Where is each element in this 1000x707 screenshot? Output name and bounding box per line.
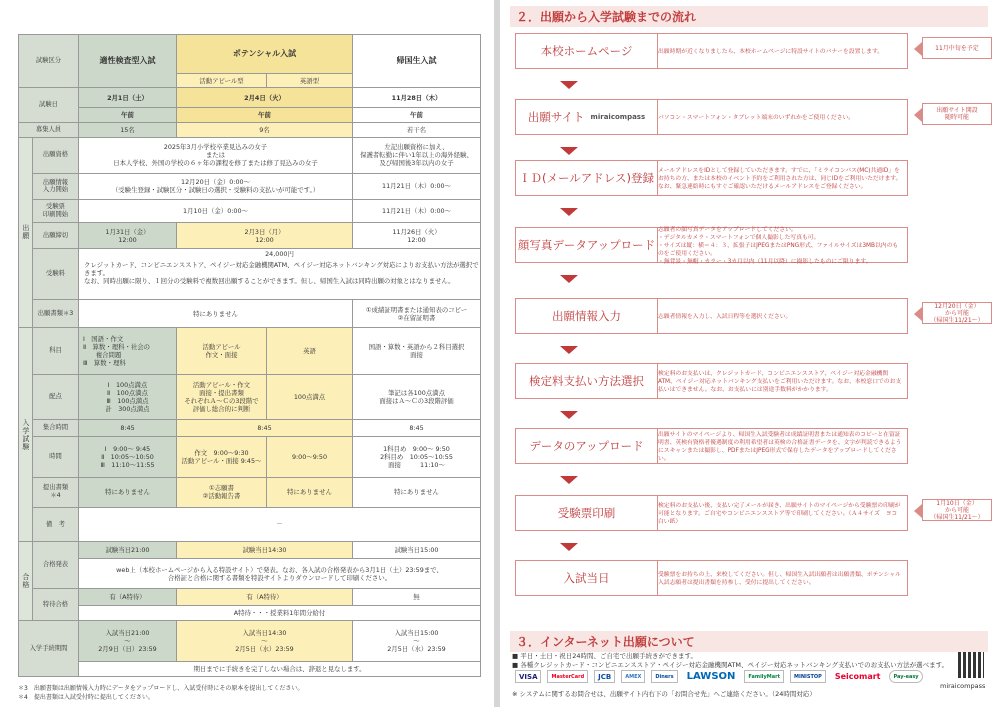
gather3: 8:45 [353, 420, 481, 437]
flow-step [510, 33, 988, 69]
subj1: Ⅰ 国語・作文 Ⅱ 算数・理科・社会の 複合問題 Ⅲ 算数・理科 [79, 328, 177, 375]
fee-cell [79, 248, 481, 299]
h-print: 受験票 印刷開始 [33, 199, 79, 223]
close1: 1月31日（金） 12:00 [79, 223, 177, 249]
flow-step-desc [652, 363, 908, 399]
time2a: 作文 9:00～9:30 活動アピール・面接 9:45～ [177, 437, 267, 478]
flow-arrow-icon [560, 81, 578, 89]
h-fee [33, 248, 79, 299]
footnotes [18, 684, 303, 702]
flow-step-label: 検定料支払い方法選択 [515, 363, 658, 399]
h-cap: 募集人員 [19, 122, 79, 137]
cap1: 15名 [79, 122, 177, 137]
h-submit: 提出書類 ＊4 [33, 477, 79, 507]
ann-note: web上（本校ホームページから入る特設サイト）で発表。なお、各入試の合格発表から3月1日（土）23:59まで、 合格証と合格に関する書類を特設サイトよりダウンロードして印刷ください。 [79, 559, 481, 589]
flow-step-label: 出願サイト [527, 110, 585, 124]
flow-arrow-icon [560, 346, 578, 354]
flow-step [510, 160, 988, 196]
print3: 11月21日（木）0:00～ [353, 199, 481, 223]
flow-arrow-icon [560, 147, 578, 155]
pts2a: 活動アピール・作文 面接・提出書類 それぞれＡ～Ｃの3段階で 評価し総合的に判断 [177, 375, 267, 420]
visa-logo: VISA [515, 670, 541, 683]
flow-step-desc [652, 560, 908, 596]
qr-code[interactable] [958, 652, 984, 678]
submit3: 特にありません [353, 477, 481, 507]
section2-title: ２．出願から入学試験までの流れ [510, 6, 988, 27]
flow-step [510, 363, 988, 399]
date2: 2月4日（火） [177, 88, 353, 107]
col-kikoku: 帰国生入試 [353, 35, 481, 88]
flow-step-date: 1月10日（金） から可能 （帰国生11/21～） [922, 499, 992, 521]
inet-line-2: ■ 各種クレジットカード・コンビニエンスストア・ペイジー対応金融機関ATM、ペイジー対応ネットバンキング支払いでのお支払い方法が選べます。 [512, 661, 949, 669]
miraicompass-logo: miraicompass [590, 113, 646, 121]
submit1: 特にありません [79, 477, 177, 507]
proc-note: 期日までに手続きを完了しない場合は、辞退と見なします。 [79, 661, 481, 676]
docs12: 特にありません [79, 300, 353, 328]
docs3: ①成績証明書または通知表のコピー ②在留証明書 [353, 300, 481, 328]
flow-step-date: 12月20日（金） から可能 （帰国生11/21～） [922, 302, 992, 324]
jcb-logo: JCB [594, 670, 615, 683]
date1: 2月1日（土） [79, 88, 177, 107]
flow-step-desc-text: 出願時期が近くなりましたら、本校ホームページに特設サイトのバナーを設置します。 [658, 49, 884, 55]
pts1: Ⅰ 100点満点 Ⅱ 100点満点 Ⅲ 100点満点 計 300点満点 [79, 375, 177, 420]
sec-apply: 出願 [19, 137, 33, 327]
fee-note: クレジットカード、コンビニエンスストア、ペイジー対応金融機関ATM、ペイジー対応ネットバンキング対応によりお支払い方法が選択できます。 なお、同時出願に限り、１回分の受験料で複数回出願することができます。但し、帰国生入試は同時出願の対象とはなりません。 [84, 260, 479, 285]
flow-step [510, 560, 988, 596]
sec-pass: 合格 [19, 542, 33, 621]
h-input: 出願情報 入力開始 [33, 174, 79, 200]
page-divider [494, 0, 500, 707]
col-potential-a: 活動アピール型 [177, 73, 267, 88]
payeasy-logo: Pay-easy [889, 670, 922, 683]
pts3: 筆記は各100点満点 面接はＡ～Ｃの3段階評価 [353, 375, 481, 420]
cap2: 9名 [177, 122, 353, 137]
flow-step [510, 99, 988, 135]
close3: 11月26日（火） 12:00 [353, 223, 481, 249]
seicomart-logo: Seicomart [834, 672, 881, 681]
time3: 1科目め 9:00～ 9:50 2科目め 10:05～10:55 面接 11:10～ [353, 437, 481, 478]
am2: 午前 [177, 107, 353, 122]
am1: 午前 [79, 107, 177, 122]
proc1: 入試当日21:00 ～ 2月9日（日）23:59 [79, 621, 177, 662]
flow-step [510, 495, 988, 531]
h-time: 時間 [33, 437, 79, 478]
date3: 11月28日（木） [353, 88, 481, 107]
lawson-logo: LAWSON [686, 671, 736, 682]
footnote-4: ＊4 提出書類は入試受付時に提出してください。 [18, 694, 154, 701]
tok3: 無 [353, 589, 481, 606]
h-pts: 配点 [33, 375, 79, 420]
input3: 11月21日（木）0:00～ [353, 174, 481, 200]
flow-step-label-box [515, 99, 658, 135]
fee: 24,000円 [265, 249, 294, 258]
mastercard-logo: MasterCard [547, 670, 588, 683]
tok2: 有（A特待） [177, 589, 353, 606]
flow-step [510, 298, 988, 334]
ann2: 試験当日14:30 [177, 542, 353, 559]
subj3: 国語・算数・英語から２科目選択 面接 [353, 328, 481, 375]
h-proc: 入学手続期間 [19, 621, 79, 677]
h-announce: 合格発表 [33, 542, 79, 589]
flow-step-desc [652, 33, 908, 69]
col-tekisei: 適性検査型入試 [79, 35, 177, 88]
h-close: 出願締切 [33, 223, 79, 249]
proc2: 入試当日14:30 ～ 2月5日（水）23:59 [177, 621, 353, 662]
flow-step-desc-text: 志願者の顔写真データをアップロードしてください。 ・デジタルカメラ・スマートフォンで個人撮影した写真も可。 ・サイズは縦：横＝４：３、拡張子はJPEGまたはPNG形式、ファイルサイズは3MB以内のものをご使用ください。 ・無背景・無帽・カラー・3カ月以内（11月以降）に撮影したものにご限ります。 [658, 227, 899, 265]
flow-step-desc [652, 298, 908, 334]
h-tokutai: 特待合格 [33, 589, 79, 621]
tok1: 有（A特待） [79, 589, 177, 606]
h-gather: 集合時間 [33, 420, 79, 437]
gather2: 8:45 [177, 420, 353, 437]
flow-step-desc [652, 99, 908, 135]
exam-table [18, 34, 481, 677]
footnote-3: ＊3 出願書類は出願情報入力時にデータをアップロードし、入試受付時にその原本を提出してください。 [18, 685, 304, 692]
flow-step-desc-text: 検定料のお支払いは、クレジットカード、コンビニエンスストア、ペイジー対応金融機関ATM、ペイジー対応ネットバンキング支払いをご利用いただけます。なお、本校窓口でのお支払いはできません。なお、お支払いには別途手数料がかかります。 [658, 371, 902, 393]
tok-note: A特待・・・授業料1年間分給付 [79, 606, 481, 621]
flow-step-desc [652, 495, 908, 531]
flow-step-desc-text: 受験票をお持ちの上、来校してください。但し、帰国生入試出願者は出願書類、ポテンシャル入試志願者は提出書類を持参し、受付に提出してください。 [658, 572, 901, 586]
flow-arrow-icon [560, 275, 578, 283]
flow-step [510, 227, 988, 263]
am3: 午前 [353, 107, 481, 122]
h-biko: 備 考 [33, 507, 79, 541]
flow-arrow-icon [560, 208, 578, 216]
flow-step [510, 428, 988, 464]
input12: 12月20日（金）0:00～ （受験生登録・試験区分・試験日の選択・受験料の支払いが可能です。） [79, 174, 353, 200]
flow-step-date: 出願サイト開設 随時可能 [922, 103, 992, 125]
flow-arrow-icon [560, 476, 578, 484]
flow-step-label: 本校ホームページ [515, 33, 658, 69]
qr-caption: miraicompass [940, 682, 986, 690]
time2b: 9:00～9:50 [267, 437, 353, 478]
print12: 1月10日（金）0:00～ [79, 199, 353, 223]
flow-step-label: ＩＤ(メールアドレス)登録 [515, 160, 658, 196]
flow-step-label: 顔写真データアップロード [515, 227, 658, 263]
biko: － [79, 507, 481, 541]
flow-step-label: データのアップロード [515, 428, 658, 464]
flow-step-desc-text: 出願サイトのマイページより、帰国生入試受験者は成績証明書または通知表のコピーと在留証明書、英検有資格者優遇制度の利用希望者は英検の合格証書データを、文字が判読できるようにスキャンまたは撮影し、PDFまたはJPEG形式で保存したデータをアップロードしてください。 [658, 432, 902, 462]
submit2a: ①志願書 ②活動報告書 [177, 477, 267, 507]
proc3: 入試当日15:00 ～ 2月5日（水）23:59 [353, 621, 481, 662]
h-kubun: 試験区分 [19, 35, 79, 88]
flow-arrow-icon [560, 543, 578, 551]
flow-step-desc-text: 検定料のお支払い後、支払い完了メールが届き、出願サイトのマイページから受験票の印刷が可能となります。ご自宅やコンビニエンスストア等で印刷してください。（Ａ４サイズ ヨコ 白い紙） [658, 503, 904, 525]
flow-step-label: 受験票印刷 [515, 495, 658, 531]
flow-step-desc-text: 志願者情報を入力し、入試日程等を選択ください。 [658, 314, 792, 320]
h-date: 試験日 [19, 88, 79, 122]
col-potential-b: 英語型 [267, 73, 353, 88]
ministop-logo: MINISTOP [790, 670, 826, 683]
flow-arrow-icon [560, 411, 578, 419]
cap3: 若干名 [353, 122, 481, 137]
pts2b: 100点満点 [267, 375, 353, 420]
payment-logos [515, 670, 923, 683]
h-shikaku: 出願資格 [33, 137, 79, 173]
flow-step-desc [652, 227, 908, 263]
flow-step-desc [652, 160, 908, 196]
time1: Ⅰ 9:00～ 9:45 Ⅱ 10:05～10:50 Ⅲ 11:10～11:55 [79, 437, 177, 478]
flow-step-desc-text: メールアドレスをIDとして登録していただきます。すでに、「ミライコンパス(MC)共通ID」をお持ちの方、または本校のイベント予約をご利用された方は、同じIDをご利用いただけます。なお、緊急連絡時にもすぐご確認いただけるメールアドレスをご登録ください。 [658, 168, 902, 190]
sec-exam: 入学試験 [19, 328, 33, 542]
flow-step-date: 11月中旬を予定 [922, 37, 992, 59]
shikaku12: 2025年3月小学校卒業見込みの女子 または 日本人学校、外国の学校の６ヶ年の課程を修了または修了見込みの女子 [79, 137, 353, 173]
close2: 2月3日（月） 12:00 [177, 223, 353, 249]
h-docs: 出願書類＊3 [33, 300, 79, 328]
subj2b: 英語 [267, 328, 353, 375]
section3-title: ３．インターネット出願について [510, 631, 988, 652]
amex-logo: AMEX [621, 670, 645, 683]
flow-step-label: 出願情報入力 [515, 298, 658, 334]
flow-step-desc [652, 428, 908, 464]
flow-step-label: 入試当日 [515, 560, 658, 596]
diners-logo: Diners [651, 670, 677, 683]
ann1: 試験当日21:00 [79, 542, 177, 559]
inet-line-1: ■ 平日・土日・祝日24時間、ご自宅で出願手続きができます。 [512, 652, 697, 660]
shikaku3: 左記出願資格に加え、 保護者転勤に伴い1年以上の海外経験、 及び帰国後3年以内の女子 [353, 137, 481, 173]
ann3: 試験当日15:00 [353, 542, 481, 559]
inet-line-3: ※ システムに関するお問合せは、出願サイト内右下の「お問合せ先」へご連絡ください。（24時間対応） [512, 690, 816, 698]
h-fee-label: 受験料 [46, 270, 65, 278]
gather1: 8:45 [79, 420, 177, 437]
col-potential: ポテンシャル入試 [177, 35, 353, 74]
submit2b: 特にありません [267, 477, 353, 507]
h-subj: 科目 [33, 328, 79, 375]
familymart-logo: FamilyMart [744, 670, 784, 683]
flow-step-desc-text: パソコン・スマートフォン・タブレット端末のいずれかをご使用ください。 [658, 115, 855, 121]
subj2a: 活動アピール 作文・面接 [177, 328, 267, 375]
